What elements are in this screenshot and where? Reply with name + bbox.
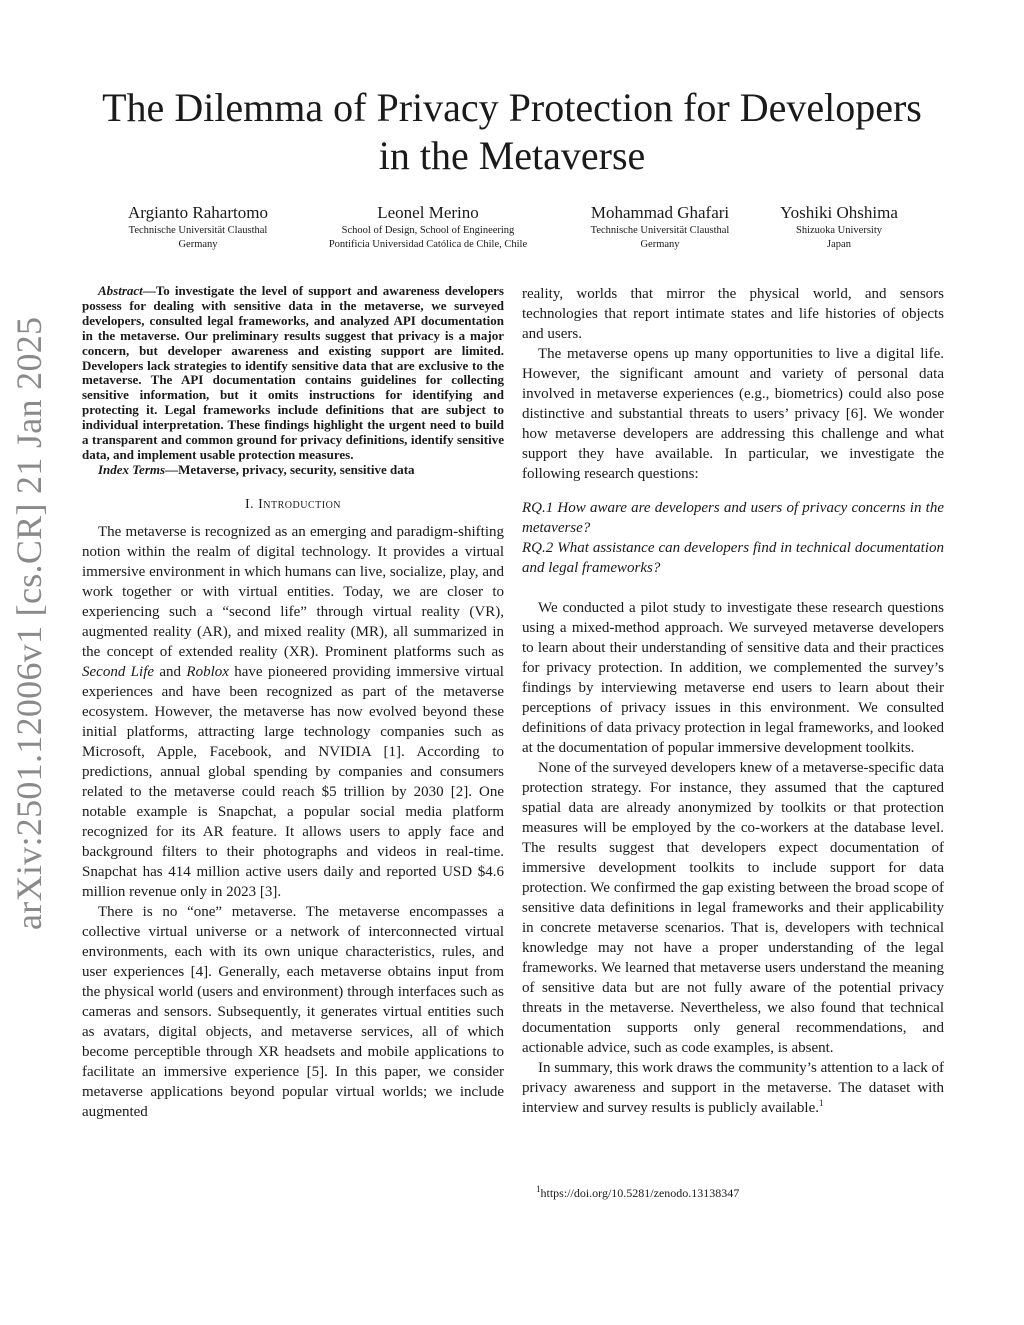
author-affiliation: Shizuoka University [795, 225, 883, 236]
right-paragraph-3: We conducted a pilot study to investigate these research questions using a mixed-method approach. We surveyed metaverse developers to learn about their understanding of sensitive data and their practices for privacy protection. In addition, we complemented the survey’s findings by interviewing metaverse end users to learn about their perceptions of privacy issues in this environment. We consulted definitions of data privacy protection in legal frameworks, and looked at the documentation of popular immersive development toolkits. [522, 600, 944, 756]
author-name: Leonel Merino [377, 203, 479, 222]
research-questions [522, 498, 944, 578]
title-line-2: in the Metaverse [378, 133, 646, 178]
index-terms-text: Metaverse, privacy, security, sensitive data [178, 461, 415, 477]
research-question-2: RQ.2 What assistance can developers find in technical documentation and legal frameworks? [522, 540, 944, 576]
author-country: Germany [640, 239, 680, 250]
intro-paragraph-1 [82, 522, 504, 902]
footnote [536, 1186, 739, 1200]
footnote-reference: 1 [819, 1098, 824, 1108]
abstract-dash: — [142, 283, 156, 298]
author-country: Japan [827, 239, 851, 250]
index-terms-label: Index Terms [98, 461, 166, 477]
right-paragraph-1: reality, worlds that mirror the physical world, and sensors technologies that report intimate states and life histories of objects and users. [522, 286, 944, 342]
intro-paragraph-2: There is no “one” metaverse. The metaverse encompasses a collective virtual universe or a network of interconnected virtual environments, each with its own unique characteristics, rules, and user experiences [4]. Generally, each metaverse obtains input from the physical world (users and environment) through interfaces such as cameras and sensors. Subsequently, it generates virtual entities such as avatars, digital objects, and metaverse services, all of which become perceptible through XR headsets and mobile applications to facilitate an immersive experience [5]. In this paper, we consider metaverse applications beyond popular virtual worlds; we include augmented [82, 903, 504, 1120]
intro-p1-emphasis-second-life: Second Life [82, 663, 155, 680]
intro-p1-text-c: have pioneered providing immersive virtual experiences and have been recognized as part of the metaverse ecosystem. However, the metaverse has now evolved beyond these initial platforms, attracting large technology companies such as Microsoft, Apple, Facebook, and NVIDIA [1]. According to predictions, annual global spending by companies and consumers related to the metaverse could reach $5 trillion by 2030 [2]. One notable example is Snapchat, a popular social media platform recognized for its AR feature. It allows users to apply face and background filters to their photographs and videos in real-time. Snapchat has 414 million active users daily and reported USD $4.6 million revenue only in 2023 [3]. [82, 663, 504, 900]
author-affiliation: School of Design, School of Engineering [341, 225, 515, 236]
right-paragraph-5 [522, 1058, 944, 1118]
author-name: Mohammad Ghafari [590, 203, 730, 222]
right-column [522, 284, 944, 1118]
right-paragraph-2: The metaverse opens up many opportunities to live a digital life. However, the significant amount and variety of personal data involved in metaverse experiences (e.g., biometrics) could also pose distinctive and substantial threats to users’ privacy [6]. We wonder how metaverse developers are addressing this challenge and what support they have available. In particular, we investigate the following research questions: [522, 346, 944, 482]
author-name: Yoshiki Ohshima [780, 203, 898, 222]
section-heading-introduction: I. Introduction [244, 496, 342, 512]
footnote-link[interactable]: https://doi.org/10.5281/zenodo.13138347 [540, 1186, 740, 1200]
title-line-1: The Dilemma of Privacy Protection for Developers [102, 85, 922, 130]
intro-p1-text-a: The metaverse is recognized as an emerging and paradigm-shifting notion within the realm of digital technology. It provides a virtual immersive environment in which humans can live, socialize, play, and work together or with virtual entities. Today, we are closer to experiencing such a “second life” through virtual reality (VR), augmented reality (AR), and mixed reality (MR), all summarized in the concept of extended reality (XR). Prominent platforms such as [82, 523, 504, 660]
author-affiliation: Technische Universität Clausthal [128, 225, 268, 236]
arxiv-identifier-stamp: arXiv:2501.12006v1 [cs.CR] 21 Jan 2025 [9, 316, 49, 930]
author-block [108, 202, 288, 252]
author-country: Pontificia Universidad Católica de Chile, Chile [328, 239, 528, 250]
footnote-marker: 1 [536, 1184, 541, 1194]
abstract [82, 284, 504, 463]
author-name: Argianto Rahartomo [128, 203, 268, 222]
index-terms-dash: — [165, 461, 179, 477]
research-question-1: RQ.1 How aware are developers and users of privacy concerns in the metaverse? [522, 500, 944, 536]
intro-p1-emphasis-roblox: Roblox [186, 663, 229, 680]
index-terms [82, 463, 504, 478]
author-block [764, 202, 914, 252]
paper-title [80, 84, 944, 180]
right-paragraph-4: None of the surveyed developers knew of a metaverse-specific data protection strategy. For instance, they assumed that the captured spatial data are already anonymized by toolkits or that protection measures will be employed by the co-workers at the database level. The results suggest that developers expect documentation of immersive development toolkits to include support for data protection. We confirmed the gap existing between the broad scope of sensitive data definitions in legal frameworks and their applicability in concrete metaverse scenarios. That is, developers with technical knowledge may not have a proper understanding of the legal frameworks. We learned that metaverse users understand the meaning of sensitive data but are not fully aware of the potential privacy threats in the metaverse. Nevertheless, we also found that technical documentation supports only general recommendations, and actionable advice, such as code examples, is absent. [522, 760, 944, 1056]
left-column [82, 284, 504, 1122]
abstract-label: Abstract [98, 283, 143, 298]
author-block [302, 202, 554, 252]
right-p5-text: In summary, this work draws the community’s attention to a lack of privacy awareness and support in the metaverse. The dataset with interview and survey results is publicly available. [522, 1060, 944, 1116]
author-block [570, 202, 750, 252]
author-affiliation: Technische Universität Clausthal [590, 225, 730, 236]
intro-p1-text-b: and [154, 663, 187, 680]
author-country: Germany [178, 239, 218, 250]
abstract-text: To investigate the level of support and awareness developers possess for dealing with sensitive data in the metaverse, we surveyed developers, consulted legal frameworks, and analyzed API documentation in the metaverse. Our preliminary results suggest that privacy is a major concern, but developer awareness and existing support are limited. Developers lack strategies to identify sensitive data that are exclusive to the metaverse. The API documentation contains guidelines for collecting sensitive information, but it omits instructions for identifying and protecting it. Legal frameworks include definitions that are subject to individual interpretation. These findings highlight the urgent need to build a transparent and common ground for privacy definitions, identify sensitive data, and implement usable protection measures. [82, 283, 504, 462]
